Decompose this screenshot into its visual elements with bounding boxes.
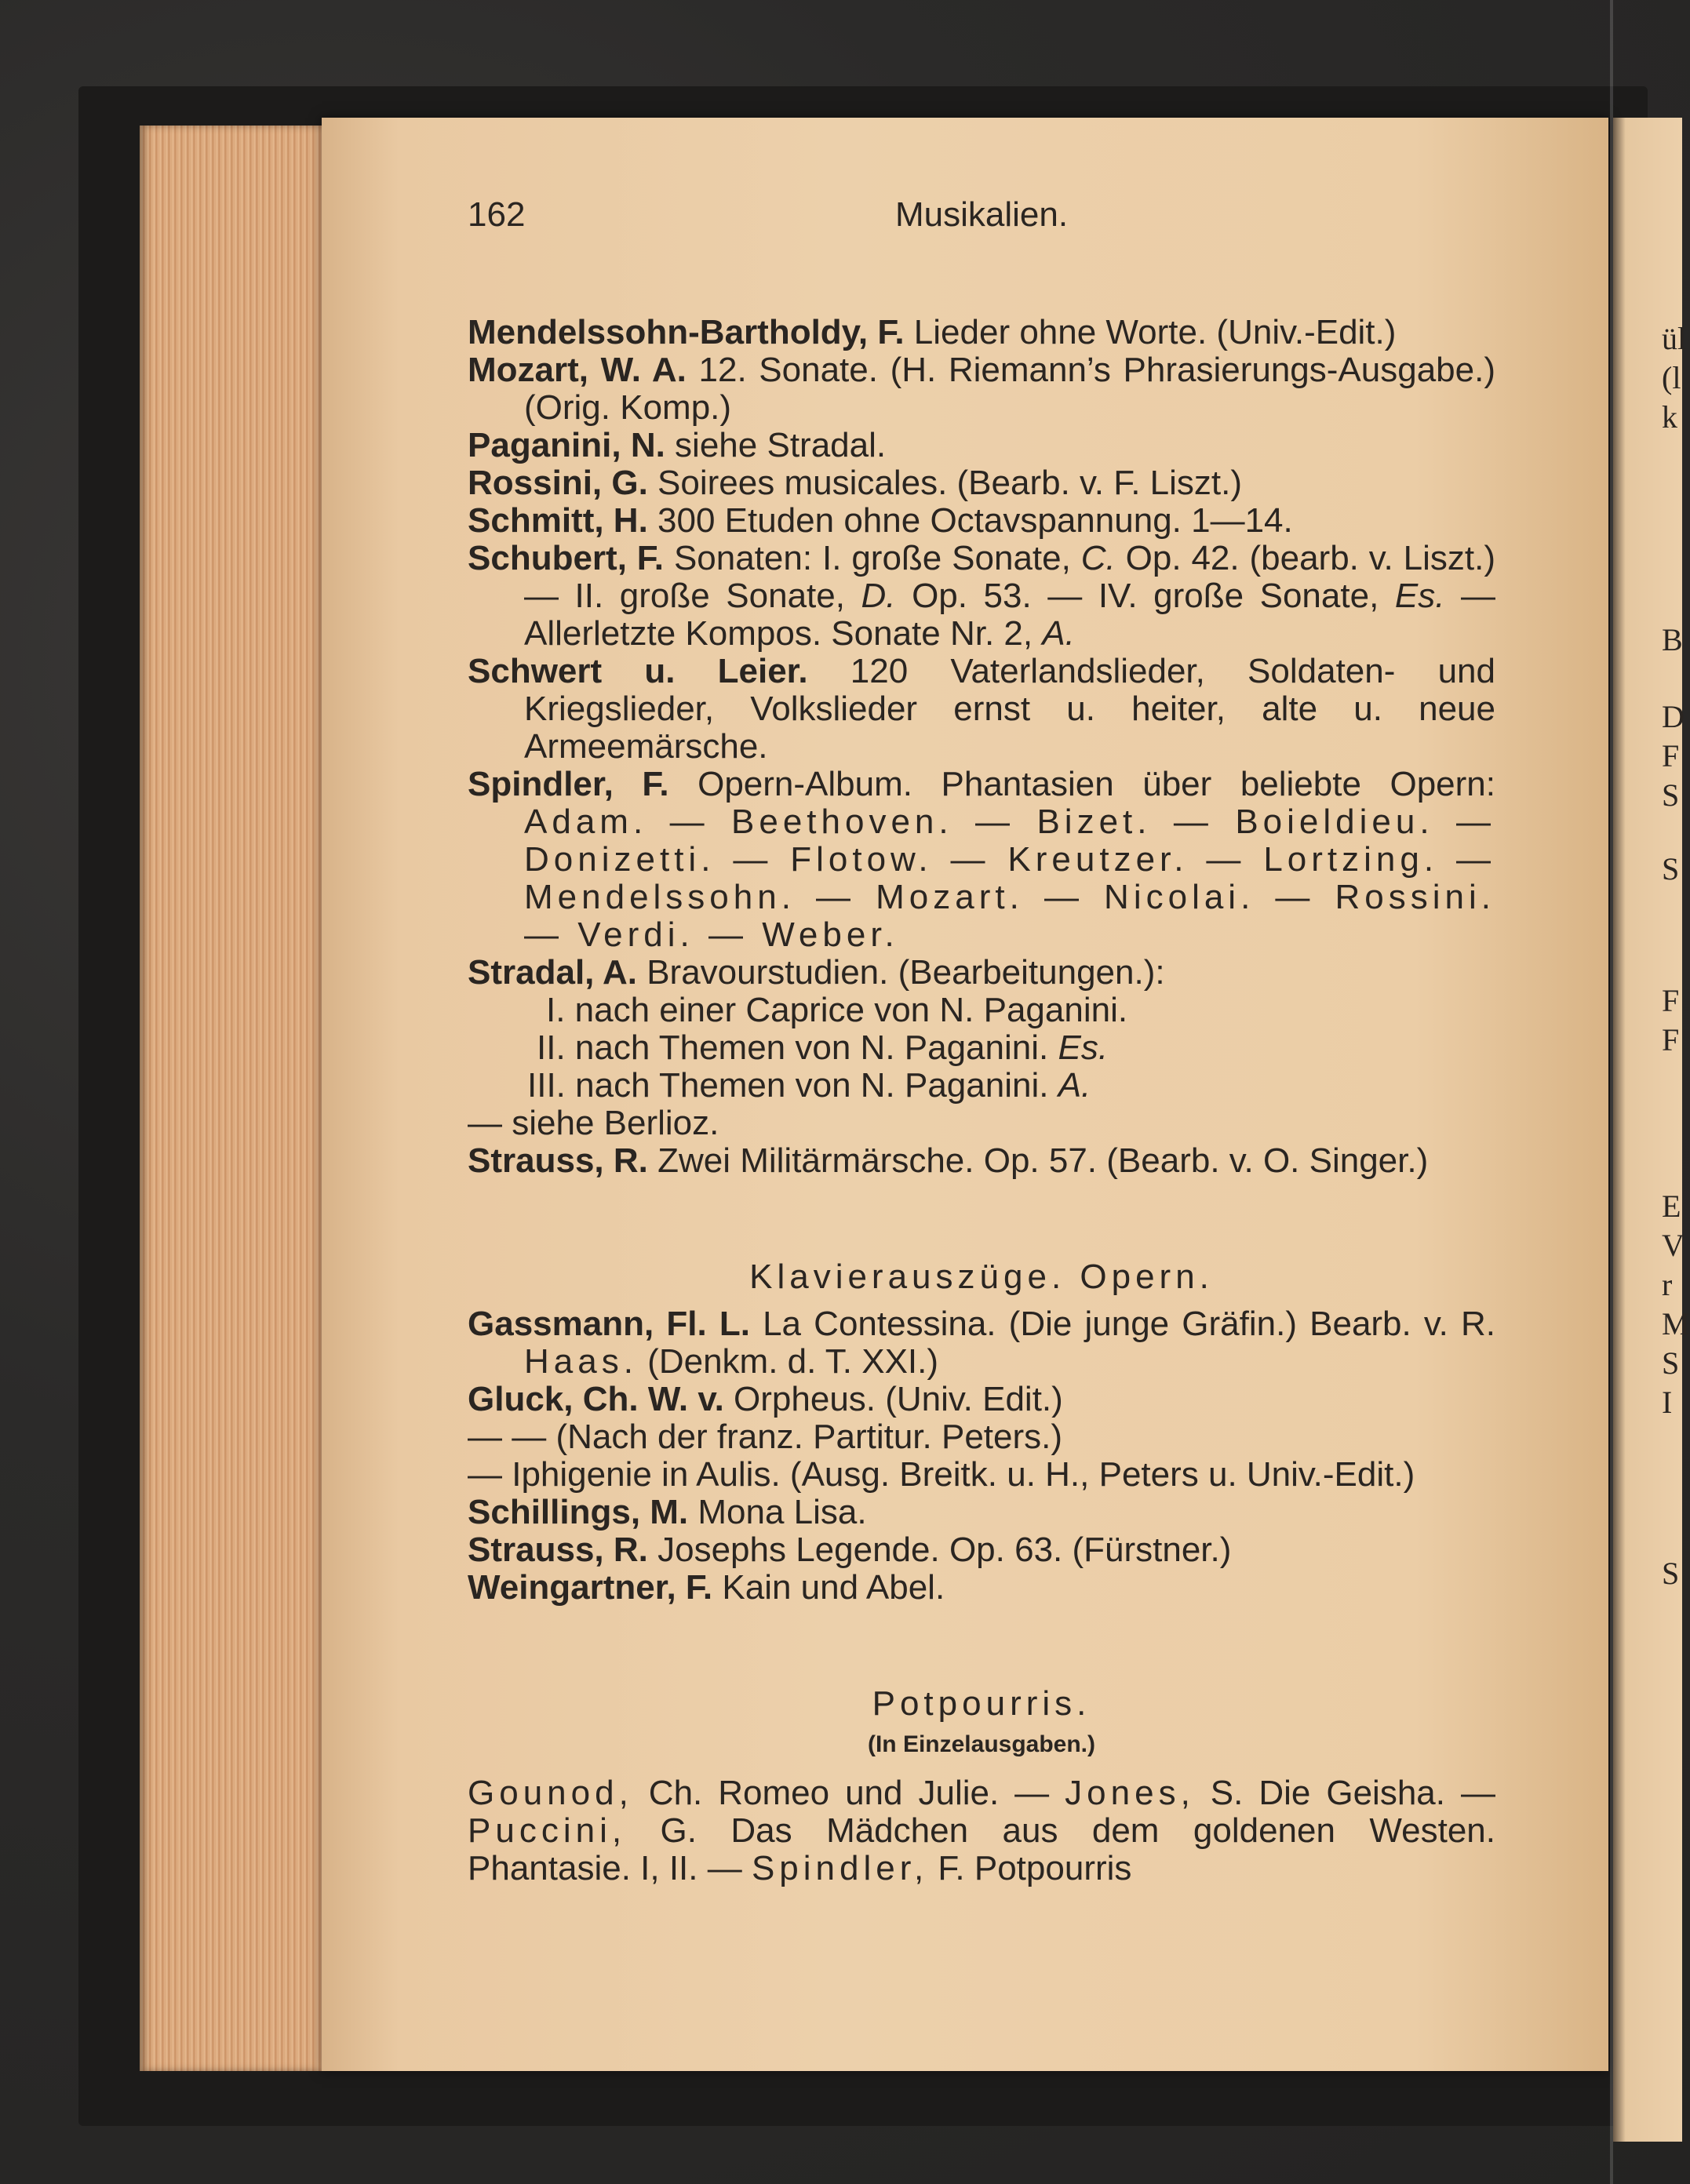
entry-text: Ch. Romeo und Julie. — <box>632 1774 1065 1812</box>
entry-text: Mona Lisa. <box>688 1493 867 1531</box>
list-item <box>468 1418 1495 1456</box>
entry-text: La Contessina. (Die junge Gräfin.) Bearb. v. R. <box>749 1305 1496 1343</box>
entry-text: I. nach einer Caprice von N. Paganini. <box>546 991 1128 1029</box>
margin-letter: D <box>1662 699 1685 734</box>
entry-text: S. Die Geisha. — <box>1194 1774 1495 1812</box>
page-header <box>468 196 1495 243</box>
entry-text: Op. 42. (bearb. v. Liszt.) — II. große Sonate, <box>524 539 1496 615</box>
list-item <box>468 1494 1495 1531</box>
entry-text: Sonaten: I. große Sonate, <box>664 539 1081 577</box>
margin-letter: k <box>1662 399 1677 435</box>
composer-name: Mozart, W. A. <box>468 351 687 389</box>
page-edges <box>140 126 344 2071</box>
list-item <box>468 464 1495 502</box>
list-item <box>468 1531 1495 1569</box>
list-item-schubert <box>468 540 1495 653</box>
list-item <box>468 351 1495 427</box>
entry-text: (Denkm. d. T. XXI.) <box>637 1342 939 1381</box>
composer-name: Puccini, <box>468 1811 627 1850</box>
composer-name: Gluck, Ch. W. v. <box>468 1380 724 1418</box>
margin-letter: E <box>1662 1188 1681 1224</box>
entry-text: Josephs Legende. Op. 63. (Fürstner.) <box>647 1531 1232 1569</box>
list-item-spindler <box>468 766 1495 954</box>
composer-name: Mendelssohn-Bartholdy, F. <box>468 313 905 351</box>
list-item-gassmann <box>468 1305 1495 1381</box>
entry-text: II. nach Themen von N. Paganini. <box>537 1028 1058 1067</box>
entry-text: 300 Etuden ohne Octavspannung. 1—14. <box>647 501 1293 540</box>
margin-letter: r <box>1662 1267 1673 1302</box>
margin-letter: (l <box>1662 360 1681 395</box>
section-subnote: (In Einzelausgaben.) <box>867 1731 1096 1757</box>
key-signature: Es. <box>1394 577 1445 615</box>
sub-item <box>468 1029 1495 1067</box>
composer-name: Weingartner, F. <box>468 1568 713 1607</box>
entry-text: 12. Sonate. (H. Riemann’s Phrasierungs-Ausgabe.) (Orig. Komp.) <box>524 351 1495 427</box>
entry-text: III. nach Themen von N. Paganini. <box>527 1066 1058 1105</box>
composer-name: Rossini, G. <box>468 464 648 502</box>
list-item <box>468 427 1495 464</box>
composer-name: Jones, <box>1065 1774 1195 1812</box>
margin-letter: V <box>1662 1228 1685 1263</box>
list-item-stradal <box>468 954 1495 992</box>
composer-name: Schmitt, H. <box>468 501 648 540</box>
key-signature: A. <box>1042 614 1075 653</box>
potpourris-paragraph <box>468 1774 1495 1887</box>
composer-name: Gassmann, Fl. L. <box>468 1305 750 1343</box>
sub-item <box>468 1067 1495 1105</box>
list-item <box>468 1456 1495 1494</box>
section-heading-opern: Klavierauszüge. Opern. <box>749 1258 1214 1296</box>
margin-letter: S <box>1662 1556 1680 1591</box>
composer-name: Stradal, A. <box>468 953 637 992</box>
page-text <box>468 196 1495 1887</box>
list-item <box>468 1569 1495 1607</box>
margin-letter: ül <box>1662 321 1687 356</box>
composer-name: Strauss, R. <box>468 1531 648 1569</box>
entry-text: — Iphigenie in Aulis. (Ausg. Breitk. u. H., Peters u. Univ.-Edit.) <box>468 1455 1415 1494</box>
entry-text: Soirees musicales. (Bearb. v. F. Liszt.) <box>647 464 1243 502</box>
composer-name: Spindler, F. <box>468 765 669 803</box>
list-item <box>468 1381 1495 1418</box>
entry-text: Lieder ohne Worte. (Univ.-Edit.) <box>904 313 1397 351</box>
list-item <box>468 502 1495 540</box>
composer-name: Paganini, N. <box>468 426 665 464</box>
entry-text: Op. 53. — IV. große Sonate, <box>895 577 1395 615</box>
margin-letter: S <box>1662 1345 1680 1381</box>
sub-item <box>468 992 1495 1029</box>
margin-letter: S <box>1662 777 1680 813</box>
entry-text: Kain und Abel. <box>712 1568 945 1607</box>
composer-name: Strauss, R. <box>468 1141 648 1180</box>
entry-text: 120 Vaterlandslieder, Soldaten- und Kriegslieder, Volkslieder ernst u. heiter, alte u. neue Armeemärsche. <box>524 652 1495 766</box>
entry-text: Zwei Militärmärsche. Op. 57. (Bearb. v. O. Singer.) <box>647 1141 1429 1180</box>
composer-name: Schwert u. Leier. <box>468 652 808 690</box>
composer-name: Schubert, F. <box>468 539 665 577</box>
composer-name: Schillings, M. <box>468 1493 689 1531</box>
entry-text: F. Potpourris <box>928 1849 1132 1887</box>
composer-list: Adam. — Beethoven. — Bizet. — Boieldieu. — Donizetti. — Flotow. — Kreutzer. — Lortzing. — Mendelssohn. — Mozart. — Nicolai. — Rossini. — Verdi. — Weber. <box>524 803 1495 954</box>
entry-text: siehe Stradal. <box>665 426 887 464</box>
glass-edge <box>1610 0 1613 2184</box>
margin-letter: I <box>1662 1385 1673 1420</box>
entry-text: Orpheus. (Univ. Edit.) <box>723 1380 1063 1418</box>
margin-letter: M <box>1662 1306 1690 1341</box>
list-item <box>468 1105 1495 1142</box>
entry-text: G. Das Mädchen aus dem goldenen Westen. Phantasie. I, II. — <box>468 1811 1495 1887</box>
list-item <box>468 314 1495 351</box>
spaced-name: Haas. <box>524 1342 638 1381</box>
margin-letter: F <box>1662 738 1680 774</box>
list-item <box>468 653 1495 766</box>
entry-text: Bravourstudien. (Bearbeitungen.): <box>636 953 1165 992</box>
key-signature: D. <box>861 577 896 615</box>
page-title: Musikalien. <box>894 195 1069 234</box>
entry-text: — — (Nach der franz. Partitur. Peters.) <box>468 1418 1063 1456</box>
margin-letter: B <box>1662 622 1683 657</box>
composer-name: Spindler, <box>751 1849 929 1887</box>
entry-text: — siehe Berlioz. <box>468 1104 719 1142</box>
page-number: 162 <box>468 195 526 234</box>
entry-text: — Allerletzte Kompos. Sonate Nr. 2, <box>524 577 1495 653</box>
key-signature: Es. <box>1058 1028 1109 1067</box>
section-heading-potpourris: Potpourris. <box>872 1684 1091 1723</box>
key-signature: C. <box>1080 539 1116 577</box>
entry-text: Opern-Album. Phantasien über beliebte Opern: <box>668 765 1495 803</box>
margin-letter: F <box>1662 983 1680 1018</box>
key-signature: A. <box>1058 1066 1091 1105</box>
margin-letter: F <box>1662 1022 1680 1057</box>
composer-name: Gounod, <box>468 1774 633 1812</box>
list-item <box>468 1142 1495 1180</box>
margin-letter: S <box>1662 851 1680 886</box>
